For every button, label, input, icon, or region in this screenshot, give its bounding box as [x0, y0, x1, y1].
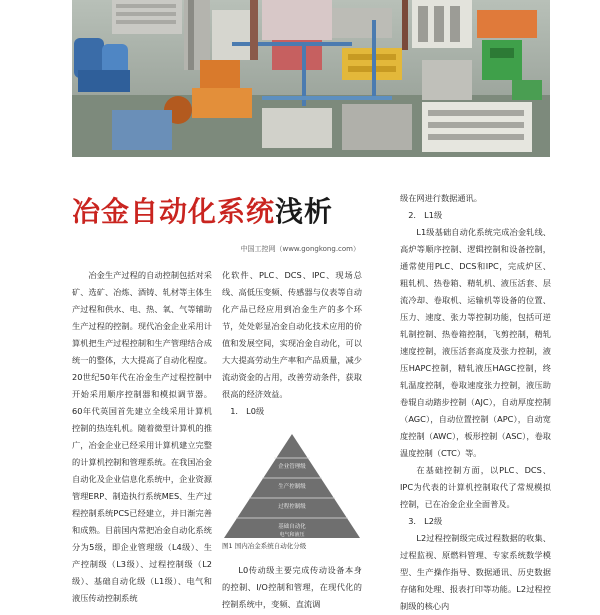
- pyramid-level-label: 生产控制级: [278, 484, 306, 490]
- pyramid-level-label: 企业管理级: [278, 464, 306, 470]
- column-2-bottom: [222, 562, 362, 609]
- pyramid-level-label: 过程控制级: [278, 504, 306, 510]
- article-title: [72, 190, 402, 240]
- section-heading-l1: 2. L1级: [408, 210, 443, 220]
- section-heading-l2: 3. L2级: [408, 516, 443, 526]
- pyramid-level-label: 电气和液压: [279, 532, 305, 538]
- figure-caption: 图1 国内冶金系统自动化分级: [222, 542, 307, 550]
- paragraph: L1级基础自动化系统完成冶金轧线、高炉等顺序控制、逻辑控制和设备控制，通常使用PLC、DCS和IPC，完成炉区、粗轧机、热卷箱、精轧机、液压活套、层流冷却、卷取机、运输机等设备的位置、压力、速度、张力等控制功能，包括可逆轧制控制、热卷箱控制，飞剪控制，精轧速度控制，液压活套高度及张力控制，液压HAPC控制，精轧液压HAGC控制，终轧温度控制，卷取速度张力控制，液压助卷辊自动踏步控制（AJC），自动厚度控制（AGC），自动位置控制（APC），自动宽度控制（AWC），板形控制（ASC），卷取温度控制（CTC）等。: [400, 227, 551, 458]
- article-byline: 中国工控网（www.gongkong.com）: [240, 245, 360, 253]
- article-title-tail: 浅析: [275, 195, 334, 228]
- section-heading-l0: 1. L0级: [230, 406, 265, 416]
- paragraph: L2过程控制级完成过程数据的收集、过程监视、原燃料管理、专家系统数学模型、生产操作指导、数据通讯、历史数据存储和处理、报表打印等功能。L2过程控制级的核心内: [400, 533, 551, 611]
- paragraph: L0传动级主要完成传动设备本身的控制、I/O控制和管理，在现代化的控制系统中，变频、直流调: [222, 565, 362, 609]
- pyramid-level-label: 基础自动化: [278, 524, 306, 530]
- column-2: [222, 267, 362, 420]
- paragraph: 级在网进行数据通讯。: [400, 193, 482, 203]
- banner-image: [72, 0, 550, 157]
- article-title-main: 冶金自动化系统: [72, 195, 276, 228]
- pyramid-chart: [222, 432, 362, 552]
- figure-pyramid: [222, 432, 362, 552]
- column-1: [72, 267, 212, 603]
- paragraph: 化软件、PLC、DCS、IPC、现场总线、高低压变频、传感器与仪表等自动化产品已经应用到冶金生产的多个环节，处处彰显冶金自动化技术应用的价值和发展空间，实现冶金自动化，可以大大提高劳动生产率和产品质量，减少流动资金的占用，改善劳动条件，获取很高的经济效益。: [222, 270, 362, 399]
- paragraph: 冶金生产过程的自动控制包括对采矿、选矿、冶炼、酒铸、轧材等主体生产过程和供水、电、热、氧、气等辅助生产过程的控制。现代冶金企业采用计算机把生产过程控制和生产管理结合成统一的整体，大大提高了自动化程度。20世纪50年代在冶金生产过程控制中开始采用顺序控制器和模拟调节器。60年代英国首先建立全线采用计算机控制的热连轧机。随着微型计算机的推广，冶金企业已经采用计算机建立完整的计算机控制和管理系统。在我国冶金自动化及企业信息化系统中，企业资源管理ERP、制造执行系统MES、生产过程控制系统PCS已经建立，并日渐完善和成熟。目前国内常把冶金自动化系统分为5级，即企业管理级（L4级）、生产控制级（L3级）、过程控制级（L2级）、基础自动化级（L1级）、电气和液压传动控制系统: [72, 270, 212, 603]
- column-3: [400, 190, 551, 611]
- industrial-plant-illustration: [72, 0, 550, 157]
- paragraph: 在基础控制方面，以PLC、DCS、IPC为代表的计算机控制取代了常规模拟控制，已在冶金企业全面普及。: [400, 465, 551, 509]
